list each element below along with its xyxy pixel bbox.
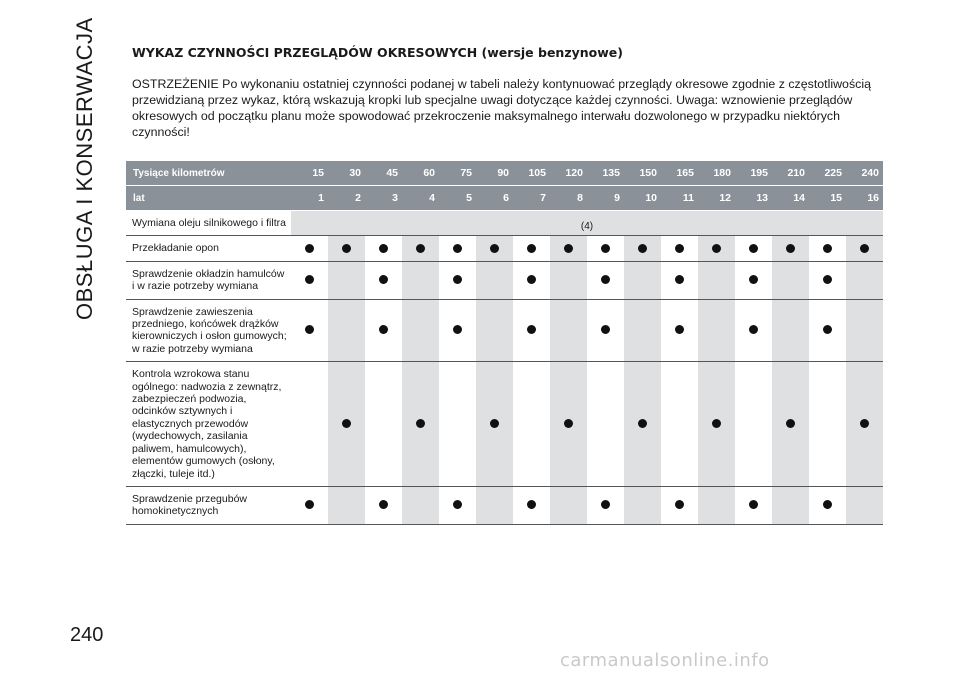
service-dot-icon — [749, 325, 758, 334]
years-header-cell: 14 — [772, 186, 809, 211]
interval-cell — [809, 299, 846, 362]
interval-cell — [513, 486, 550, 524]
km-header-cell: 210 — [772, 161, 809, 186]
years-header-cell: 1 — [291, 186, 328, 211]
interval-cell — [291, 261, 328, 299]
service-dot-icon — [860, 244, 869, 253]
years-header-cell: 15 — [809, 186, 846, 211]
service-dot-icon — [749, 275, 758, 284]
service-dot-icon — [638, 419, 647, 428]
service-dot-icon — [379, 325, 388, 334]
interval-cell — [513, 236, 550, 261]
table-row — [126, 362, 883, 487]
service-dot-icon — [527, 325, 536, 334]
service-dot-icon — [453, 244, 462, 253]
service-dot-icon — [453, 325, 462, 334]
interval-cell — [587, 299, 624, 362]
table-row — [126, 211, 883, 236]
service-dot-icon — [675, 275, 684, 284]
km-header-cell: 45 — [365, 161, 402, 186]
interval-cell — [328, 362, 365, 487]
interval-cell — [624, 261, 661, 299]
interval-cell — [476, 299, 513, 362]
years-header-cell: 11 — [661, 186, 698, 211]
km-header-cell: 60 — [402, 161, 439, 186]
interval-cell — [624, 236, 661, 261]
service-dot-icon — [490, 244, 499, 253]
service-dot-icon — [379, 244, 388, 253]
interval-cell — [735, 362, 772, 487]
interval-cell — [328, 299, 365, 362]
service-dot-icon — [786, 419, 795, 428]
interval-cell — [661, 236, 698, 261]
service-dot-icon — [860, 419, 869, 428]
interval-cell — [809, 261, 846, 299]
interval-cell — [476, 261, 513, 299]
service-dot-icon — [749, 500, 758, 509]
watermark: carmanualsonline.info — [560, 650, 770, 671]
service-dot-icon — [601, 275, 610, 284]
interval-cell — [846, 236, 883, 261]
service-dot-icon — [823, 500, 832, 509]
interval-cell — [439, 236, 476, 261]
table-row — [126, 486, 883, 524]
interval-cell — [365, 261, 402, 299]
service-dot-icon — [601, 325, 610, 334]
km-header-cell: 30 — [328, 161, 365, 186]
service-dot-icon — [786, 244, 795, 253]
service-dot-icon — [527, 500, 536, 509]
interval-cell — [698, 362, 735, 487]
task-label: Wymiana oleju silnikowego i filtra — [126, 211, 291, 236]
km-header-cell: 90 — [476, 161, 513, 186]
interval-cell — [513, 299, 550, 362]
task-label: Kontrola wzrokowa stanu ogólnego: nadwozia z zewnątrz, zabezpieczeń podwozia, odcinków sztywnych i elastycznych przewodów (wydechowych, zasilania paliwem, hamulcowych), elementów gumowych (osłony, złączki, tuleje itd.) — [126, 362, 291, 487]
service-dot-icon — [527, 275, 536, 284]
service-dot-icon — [823, 325, 832, 334]
interval-cell — [513, 362, 550, 487]
years-header-label: lat — [126, 186, 291, 211]
interval-cell — [476, 486, 513, 524]
interval-cell — [328, 261, 365, 299]
maintenance-schedule-table — [126, 161, 883, 525]
service-dot-icon — [305, 244, 314, 253]
years-header-cell: 3 — [365, 186, 402, 211]
interval-cell — [846, 486, 883, 524]
years-header-cell: 6 — [476, 186, 513, 211]
task-note: (4) — [291, 211, 883, 236]
interval-cell — [550, 362, 587, 487]
interval-cell — [735, 236, 772, 261]
service-dot-icon — [379, 275, 388, 284]
interval-cell — [365, 362, 402, 487]
interval-cell — [846, 299, 883, 362]
page-heading: WYKAZ CZYNNOŚCI PRZEGLĄDÓW OKRESOWYCH (wersje benzynowe) — [132, 45, 623, 60]
interval-cell — [624, 299, 661, 362]
years-header-cell: 12 — [698, 186, 735, 211]
km-header-cell: 225 — [809, 161, 846, 186]
section-side-label: OBSŁUGA I KONSERWACJA — [72, 17, 97, 320]
interval-cell — [291, 486, 328, 524]
km-header-cell: 105 — [513, 161, 550, 186]
interval-cell — [587, 486, 624, 524]
table-row — [126, 236, 883, 261]
interval-cell — [809, 486, 846, 524]
service-dot-icon — [305, 325, 314, 334]
service-dot-icon — [601, 244, 610, 253]
service-dot-icon — [564, 244, 573, 253]
years-header-cell: 7 — [513, 186, 550, 211]
km-header-cell: 180 — [698, 161, 735, 186]
service-dot-icon — [379, 500, 388, 509]
service-dot-icon — [675, 325, 684, 334]
interval-cell — [661, 299, 698, 362]
interval-cell — [328, 486, 365, 524]
table-row — [126, 261, 883, 299]
km-header-label: Tysiące kilometrów — [126, 161, 291, 186]
interval-cell — [402, 299, 439, 362]
km-header-cell: 195 — [735, 161, 772, 186]
service-dot-icon — [675, 244, 684, 253]
interval-cell — [587, 362, 624, 487]
interval-cell — [439, 486, 476, 524]
interval-cell — [661, 261, 698, 299]
years-header-cell: 16 — [846, 186, 883, 211]
km-header-cell: 135 — [587, 161, 624, 186]
interval-cell — [846, 362, 883, 487]
interval-cell — [365, 486, 402, 524]
service-dot-icon — [823, 275, 832, 284]
km-header-cell: 75 — [439, 161, 476, 186]
page-number: 240 — [70, 624, 104, 646]
km-header-cell: 165 — [661, 161, 698, 186]
interval-cell — [772, 299, 809, 362]
interval-cell — [513, 261, 550, 299]
years-header-cell: 13 — [735, 186, 772, 211]
service-dot-icon — [601, 500, 610, 509]
service-dot-icon — [527, 244, 536, 253]
interval-cell — [735, 299, 772, 362]
service-dot-icon — [342, 244, 351, 253]
km-header-cell: 15 — [291, 161, 328, 186]
task-label: Sprawdzenie zawieszenia przedniego, końcówek drążków kierowniczych i osłon gumowych; w razie potrzeby wymiana — [126, 299, 291, 362]
interval-cell — [735, 261, 772, 299]
service-dot-icon — [416, 419, 425, 428]
task-label: Przekładanie opon — [126, 236, 291, 261]
warning-note: OSTRZEŻENIE Po wykonaniu ostatniej czynności podanej w tabeli należy kontynuować przeglądy okresowe zgodnie z częstotliwością przewidzianą przez wykaz, którą wskazują kropki lub specjalne uwagi dotyczące każdej czynności. Uwaga: wznowienie przeglądów okresowych od początku planu może spowodować przekroczenie maksymalnego interwału dozwolonego w przypadku niektórych czynności! — [132, 77, 871, 139]
service-dot-icon — [416, 244, 425, 253]
interval-cell — [402, 261, 439, 299]
interval-cell — [809, 362, 846, 487]
service-dot-icon — [490, 419, 499, 428]
service-dot-icon — [305, 500, 314, 509]
table-row — [126, 299, 883, 362]
interval-cell — [735, 486, 772, 524]
service-dot-icon — [342, 419, 351, 428]
service-dot-icon — [453, 500, 462, 509]
interval-cell — [476, 362, 513, 487]
interval-cell — [402, 486, 439, 524]
years-header-cell: 9 — [587, 186, 624, 211]
interval-cell — [772, 486, 809, 524]
interval-cell — [698, 486, 735, 524]
interval-cell — [661, 486, 698, 524]
interval-cell — [698, 261, 735, 299]
interval-cell — [550, 486, 587, 524]
years-header-row — [126, 186, 883, 211]
interval-cell — [550, 236, 587, 261]
years-header-cell: 2 — [328, 186, 365, 211]
years-header-cell: 10 — [624, 186, 661, 211]
years-header-cell: 4 — [402, 186, 439, 211]
service-dot-icon — [564, 419, 573, 428]
service-dot-icon — [712, 244, 721, 253]
km-header-cell: 240 — [846, 161, 883, 186]
interval-cell — [698, 299, 735, 362]
interval-cell — [365, 299, 402, 362]
interval-cell — [439, 261, 476, 299]
km-header-cell: 150 — [624, 161, 661, 186]
interval-cell — [291, 362, 328, 487]
service-dot-icon — [638, 244, 647, 253]
interval-cell — [846, 261, 883, 299]
years-header-cell: 5 — [439, 186, 476, 211]
km-header-row — [126, 161, 883, 186]
interval-cell — [550, 261, 587, 299]
service-dot-icon — [453, 275, 462, 284]
interval-cell — [402, 362, 439, 487]
interval-cell — [772, 362, 809, 487]
interval-cell — [550, 299, 587, 362]
interval-cell — [476, 236, 513, 261]
interval-cell — [402, 236, 439, 261]
interval-cell — [365, 236, 402, 261]
service-dot-icon — [305, 275, 314, 284]
interval-cell — [587, 236, 624, 261]
years-header-cell: 8 — [550, 186, 587, 211]
interval-cell — [772, 236, 809, 261]
interval-cell — [439, 362, 476, 487]
interval-cell — [291, 236, 328, 261]
interval-cell — [587, 261, 624, 299]
interval-cell — [624, 362, 661, 487]
interval-cell — [809, 236, 846, 261]
service-dot-icon — [823, 244, 832, 253]
task-label: Sprawdzenie przegubów homokinetycznych — [126, 486, 291, 524]
interval-cell — [624, 486, 661, 524]
task-label: Sprawdzenie okładzin hamulców i w razie potrzeby wymiana — [126, 261, 291, 299]
interval-cell — [291, 299, 328, 362]
service-dot-icon — [712, 419, 721, 428]
interval-cell — [439, 299, 476, 362]
service-dot-icon — [749, 244, 758, 253]
interval-cell — [661, 362, 698, 487]
interval-cell — [698, 236, 735, 261]
interval-cell — [772, 261, 809, 299]
interval-cell — [328, 236, 365, 261]
service-dot-icon — [675, 500, 684, 509]
km-header-cell: 120 — [550, 161, 587, 186]
